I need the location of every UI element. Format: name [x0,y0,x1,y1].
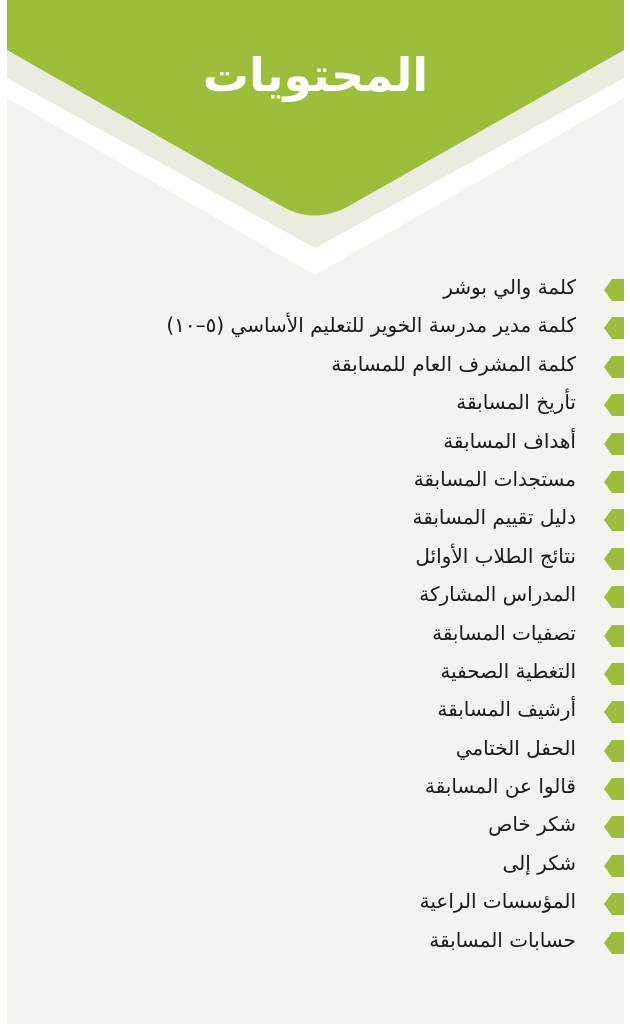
toc-item-label: شكر إلى [502,850,576,875]
toc-item[interactable] [7,693,624,731]
arrow-marker-icon [604,509,624,531]
arrow-marker-icon [604,778,624,800]
toc-item[interactable] [7,348,624,386]
arrow-marker-icon [604,279,624,301]
toc-item-label: تأريخ المسابقة [456,390,576,415]
toc-item-label: أرشيف المسابقة [437,697,576,722]
toc-item[interactable] [7,425,624,463]
toc-item-label: كلمة والي بوشر [443,275,576,299]
arrow-marker-icon [604,663,624,685]
toc-item-label: المدراس المشاركة [419,582,576,607]
page-title: المحتويات [202,48,429,102]
toc-item[interactable] [7,309,624,347]
arrow-marker-icon [604,433,624,455]
toc-item[interactable] [7,617,624,655]
arrow-marker-icon [604,893,624,915]
header-chevron-banner [7,0,624,280]
toc-item[interactable] [7,885,624,923]
toc-item-label: حسابات المسابقة [429,927,576,952]
arrow-marker-icon [604,701,624,723]
toc-item[interactable] [7,501,624,539]
toc-item-label: أهداف المسابقة [443,428,576,453]
contents-page [7,0,624,1024]
toc-item-label: كلمة المشرف العام للمسابقة [331,351,576,376]
toc-item-label: الحفل الختامي [455,735,576,760]
toc-item[interactable] [7,578,624,616]
toc-item[interactable] [7,732,624,770]
toc-item-label: دليل تقييم المسابقة [412,505,576,530]
arrow-marker-icon [604,740,624,762]
arrow-marker-icon [604,356,624,378]
toc-item[interactable] [7,924,624,962]
toc-item-label: المؤسسات الراعية [419,889,576,914]
toc-item[interactable] [7,540,624,578]
table-of-contents [7,271,624,962]
arrow-marker-icon [604,625,624,647]
arrow-marker-icon [604,394,624,416]
arrow-marker-icon [604,932,624,954]
toc-item[interactable] [7,847,624,885]
toc-item-label: مستجدات المسابقة [413,466,576,491]
arrow-marker-icon [604,317,624,339]
arrow-marker-icon [604,816,624,838]
toc-item[interactable] [7,271,624,309]
toc-item-label: كلمة مدير مدرسة الخوير للتعليم الأساسي (٥–١٠) [166,313,576,338]
toc-item-label: قالوا عن المسابقة [424,774,576,799]
toc-item[interactable] [7,463,624,501]
arrow-marker-icon [604,548,624,570]
toc-item-label: شكر خاص [488,812,576,837]
toc-item-label: التغطية الصحفية [440,658,576,683]
toc-item[interactable] [7,655,624,693]
toc-item-label: نتائج الطلاب الأوائل [415,543,576,568]
toc-item[interactable] [7,808,624,846]
toc-item[interactable] [7,770,624,808]
toc-item[interactable] [7,386,624,424]
arrow-marker-icon [604,855,624,877]
arrow-marker-icon [604,471,624,493]
toc-item-label: تصفيات المسابقة [432,620,576,645]
arrow-marker-icon [604,586,624,608]
